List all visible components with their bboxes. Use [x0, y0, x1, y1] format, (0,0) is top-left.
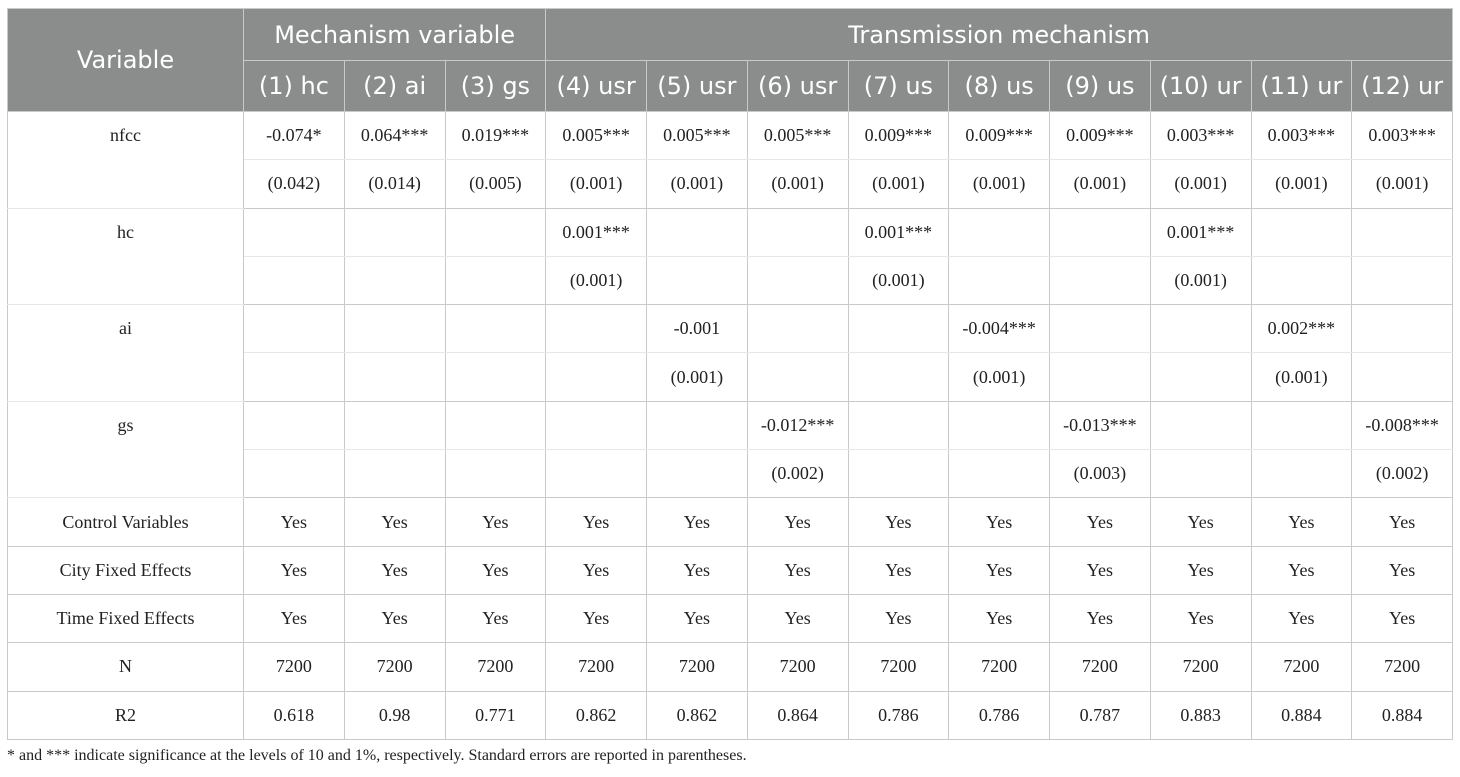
coefficient-cell: [949, 208, 1050, 256]
summary-cell: Yes: [647, 594, 748, 642]
summary-cell: Yes: [647, 498, 748, 546]
standard-error-cell: [1352, 256, 1453, 304]
coefficient-cell: -0.008***: [1352, 401, 1453, 449]
standard-error-cell: [848, 450, 949, 498]
coefficient-cell: -0.004***: [949, 305, 1050, 353]
summary-cell: Yes: [445, 594, 546, 642]
coefficient-row: [8, 401, 1453, 449]
summary-cell: 7200: [949, 643, 1050, 691]
summary-cell: Yes: [1150, 498, 1251, 546]
coefficient-cell: 0.009***: [1050, 112, 1151, 160]
summary-cell: 0.786: [848, 691, 949, 739]
summary-cell: 0.884: [1352, 691, 1453, 739]
coefficient-cell: 0.005***: [546, 112, 647, 160]
column-header: (3) gs: [445, 61, 546, 112]
standard-error-cell: (0.001): [1050, 160, 1151, 208]
summary-cell: 0.771: [445, 691, 546, 739]
coefficient-cell: [1251, 208, 1352, 256]
coefficient-row: [8, 208, 1453, 256]
summary-cell: Yes: [747, 498, 848, 546]
standard-error-cell: [1251, 256, 1352, 304]
coefficient-row: [8, 305, 1453, 353]
standard-error-cell: (0.001): [848, 160, 949, 208]
coefficient-cell: [747, 305, 848, 353]
summary-cell: Yes: [1050, 498, 1151, 546]
summary-cell: 0.787: [1050, 691, 1151, 739]
standard-error-cell: (0.001): [647, 353, 748, 401]
standard-error-cell: (0.002): [747, 450, 848, 498]
standard-error-cell: (0.001): [1352, 160, 1453, 208]
coefficient-cell: [445, 305, 546, 353]
coefficient-cell: 0.002***: [1251, 305, 1352, 353]
standard-error-cell: [244, 256, 345, 304]
standard-error-cell: (0.003): [1050, 450, 1151, 498]
standard-error-cell: (0.001): [949, 160, 1050, 208]
summary-cell: 7200: [445, 643, 546, 691]
column-header: (7) us: [848, 61, 949, 112]
standard-error-cell: [445, 450, 546, 498]
coefficient-cell: 0.003***: [1352, 112, 1453, 160]
summary-row: [8, 594, 1453, 642]
standard-error-cell: (0.002): [1352, 450, 1453, 498]
summary-cell: Yes: [949, 594, 1050, 642]
standard-error-cell: [1251, 450, 1352, 498]
column-header: (12) ur: [1352, 61, 1453, 112]
summary-cell: Yes: [647, 546, 748, 594]
coefficient-cell: [1352, 208, 1453, 256]
variable-name: hc: [8, 208, 244, 305]
coefficient-cell: [1251, 401, 1352, 449]
column-header: (1) hc: [244, 61, 345, 112]
standard-error-cell: [949, 450, 1050, 498]
column-header: (4) usr: [546, 61, 647, 112]
standard-error-cell: (0.001): [1150, 160, 1251, 208]
coefficient-cell: [1050, 305, 1151, 353]
summary-label: Control Variables: [8, 498, 244, 546]
summary-row: [8, 691, 1453, 739]
coefficient-cell: [445, 208, 546, 256]
column-header: (2) ai: [344, 61, 445, 112]
summary-cell: 0.884: [1251, 691, 1352, 739]
coefficient-cell: [848, 305, 949, 353]
summary-cell: 7200: [747, 643, 848, 691]
summary-cell: Yes: [1251, 498, 1352, 546]
coefficient-cell: [848, 401, 949, 449]
table-footnote: * and *** indicate significance at the levels of 10 and 1%, respectively. Standard errors are reported in parentheses.: [7, 747, 747, 764]
standard-error-cell: (0.014): [344, 160, 445, 208]
summary-cell: 7200: [647, 643, 748, 691]
coefficient-cell: [647, 208, 748, 256]
summary-cell: 7200: [546, 643, 647, 691]
summary-cell: Yes: [1352, 498, 1453, 546]
summary-cell: Yes: [1050, 546, 1151, 594]
coefficient-cell: [1150, 401, 1251, 449]
summary-cell: 7200: [1352, 643, 1453, 691]
coefficient-cell: 0.001***: [546, 208, 647, 256]
coefficient-cell: 0.001***: [848, 208, 949, 256]
summary-label: N: [8, 643, 244, 691]
variable-name: ai: [8, 305, 244, 402]
coefficient-cell: [949, 401, 1050, 449]
coefficient-cell: [546, 401, 647, 449]
summary-cell: Yes: [344, 594, 445, 642]
header-row-groups: [8, 9, 1453, 61]
summary-cell: Yes: [1251, 594, 1352, 642]
coefficient-cell: -0.074*: [244, 112, 345, 160]
column-header: (11) ur: [1251, 61, 1352, 112]
summary-cell: Yes: [546, 498, 647, 546]
summary-cell: Yes: [445, 546, 546, 594]
standard-error-cell: [647, 450, 748, 498]
summary-cell: 0.862: [546, 691, 647, 739]
summary-row: [8, 546, 1453, 594]
standard-error-cell: [1352, 353, 1453, 401]
summary-label: R2: [8, 691, 244, 739]
standard-error-cell: [848, 353, 949, 401]
standard-error-cell: (0.001): [1150, 256, 1251, 304]
variable-name: gs: [8, 401, 244, 498]
standard-error-cell: [1050, 256, 1151, 304]
summary-cell: Yes: [1050, 594, 1151, 642]
standard-error-cell: (0.001): [848, 256, 949, 304]
summary-cell: 7200: [1251, 643, 1352, 691]
standard-error-cell: (0.001): [1251, 160, 1352, 208]
standard-error-cell: [546, 450, 647, 498]
coefficient-cell: [445, 401, 546, 449]
summary-cell: Yes: [344, 498, 445, 546]
summary-cell: Yes: [244, 498, 345, 546]
summary-cell: Yes: [1352, 546, 1453, 594]
summary-cell: Yes: [1251, 546, 1352, 594]
summary-cell: 7200: [1050, 643, 1151, 691]
standard-error-cell: [344, 450, 445, 498]
standard-error-cell: [1150, 450, 1251, 498]
column-header: (10) ur: [1150, 61, 1251, 112]
coefficient-cell: 0.009***: [848, 112, 949, 160]
coefficient-cell: 0.003***: [1251, 112, 1352, 160]
summary-cell: Yes: [1150, 594, 1251, 642]
coefficient-cell: 0.064***: [344, 112, 445, 160]
summary-cell: Yes: [949, 498, 1050, 546]
summary-row: [8, 643, 1453, 691]
standard-error-cell: (0.001): [546, 160, 647, 208]
summary-cell: Yes: [848, 594, 949, 642]
coefficient-cell: [344, 208, 445, 256]
column-header: (9) us: [1050, 61, 1151, 112]
summary-cell: 0.618: [244, 691, 345, 739]
standard-error-cell: [747, 353, 848, 401]
summary-cell: Yes: [244, 546, 345, 594]
summary-cell: Yes: [244, 594, 345, 642]
standard-error-cell: (0.001): [747, 160, 848, 208]
coefficient-cell: [647, 401, 748, 449]
regression-table: [7, 8, 1453, 740]
coefficient-cell: 0.001***: [1150, 208, 1251, 256]
variable-header: Variable: [8, 9, 244, 112]
summary-cell: Yes: [848, 498, 949, 546]
standard-error-cell: (0.005): [445, 160, 546, 208]
summary-cell: Yes: [949, 546, 1050, 594]
mechanism-variable-header: Mechanism variable: [244, 9, 546, 61]
coefficient-cell: 0.003***: [1150, 112, 1251, 160]
standard-error-cell: (0.001): [1251, 353, 1352, 401]
coefficient-cell: [344, 305, 445, 353]
standard-error-cell: [1150, 353, 1251, 401]
summary-cell: Yes: [546, 594, 647, 642]
standard-error-cell: (0.001): [949, 353, 1050, 401]
coefficient-cell: [244, 305, 345, 353]
coefficient-cell: [244, 401, 345, 449]
coefficient-cell: 0.005***: [647, 112, 748, 160]
coefficient-cell: -0.013***: [1050, 401, 1151, 449]
standard-error-cell: [344, 353, 445, 401]
summary-label: City Fixed Effects: [8, 546, 244, 594]
standard-error-cell: [546, 353, 647, 401]
summary-cell: 7200: [848, 643, 949, 691]
standard-error-cell: (0.001): [647, 160, 748, 208]
summary-cell: Yes: [344, 546, 445, 594]
standard-error-cell: (0.042): [244, 160, 345, 208]
coefficient-cell: [1352, 305, 1453, 353]
coefficient-cell: [546, 305, 647, 353]
column-header: (5) usr: [647, 61, 748, 112]
standard-error-cell: [1050, 353, 1151, 401]
summary-cell: 0.883: [1150, 691, 1251, 739]
standard-error-cell: [244, 450, 345, 498]
summary-row: [8, 498, 1453, 546]
summary-label: Time Fixed Effects: [8, 594, 244, 642]
standard-error-cell: [445, 353, 546, 401]
summary-cell: Yes: [848, 546, 949, 594]
coefficient-cell: [1150, 305, 1251, 353]
summary-cell: 7200: [344, 643, 445, 691]
standard-error-cell: [244, 353, 345, 401]
coefficient-cell: [747, 208, 848, 256]
coefficient-cell: [244, 208, 345, 256]
standard-error-cell: [647, 256, 748, 304]
coefficient-cell: -0.001: [647, 305, 748, 353]
column-header: (8) us: [949, 61, 1050, 112]
summary-cell: Yes: [1150, 546, 1251, 594]
standard-error-cell: [949, 256, 1050, 304]
coefficient-cell: -0.012***: [747, 401, 848, 449]
summary-cell: 0.98: [344, 691, 445, 739]
coefficient-row: [8, 112, 1453, 160]
summary-cell: Yes: [546, 546, 647, 594]
summary-cell: 7200: [1150, 643, 1251, 691]
variable-name: nfcc: [8, 112, 244, 209]
coefficient-cell: 0.019***: [445, 112, 546, 160]
summary-cell: Yes: [445, 498, 546, 546]
coefficient-cell: 0.005***: [747, 112, 848, 160]
coefficient-cell: [1050, 208, 1151, 256]
standard-error-cell: (0.001): [546, 256, 647, 304]
summary-cell: 0.864: [747, 691, 848, 739]
standard-error-cell: [747, 256, 848, 304]
summary-cell: 0.862: [647, 691, 748, 739]
summary-cell: Yes: [1352, 594, 1453, 642]
coefficient-cell: [344, 401, 445, 449]
transmission-mechanism-header: Transmission mechanism: [546, 9, 1453, 61]
summary-cell: Yes: [747, 546, 848, 594]
summary-cell: 7200: [244, 643, 345, 691]
coefficient-cell: 0.009***: [949, 112, 1050, 160]
standard-error-cell: [445, 256, 546, 304]
summary-cell: 0.786: [949, 691, 1050, 739]
standard-error-cell: [344, 256, 445, 304]
summary-cell: Yes: [747, 594, 848, 642]
column-header: (6) usr: [747, 61, 848, 112]
